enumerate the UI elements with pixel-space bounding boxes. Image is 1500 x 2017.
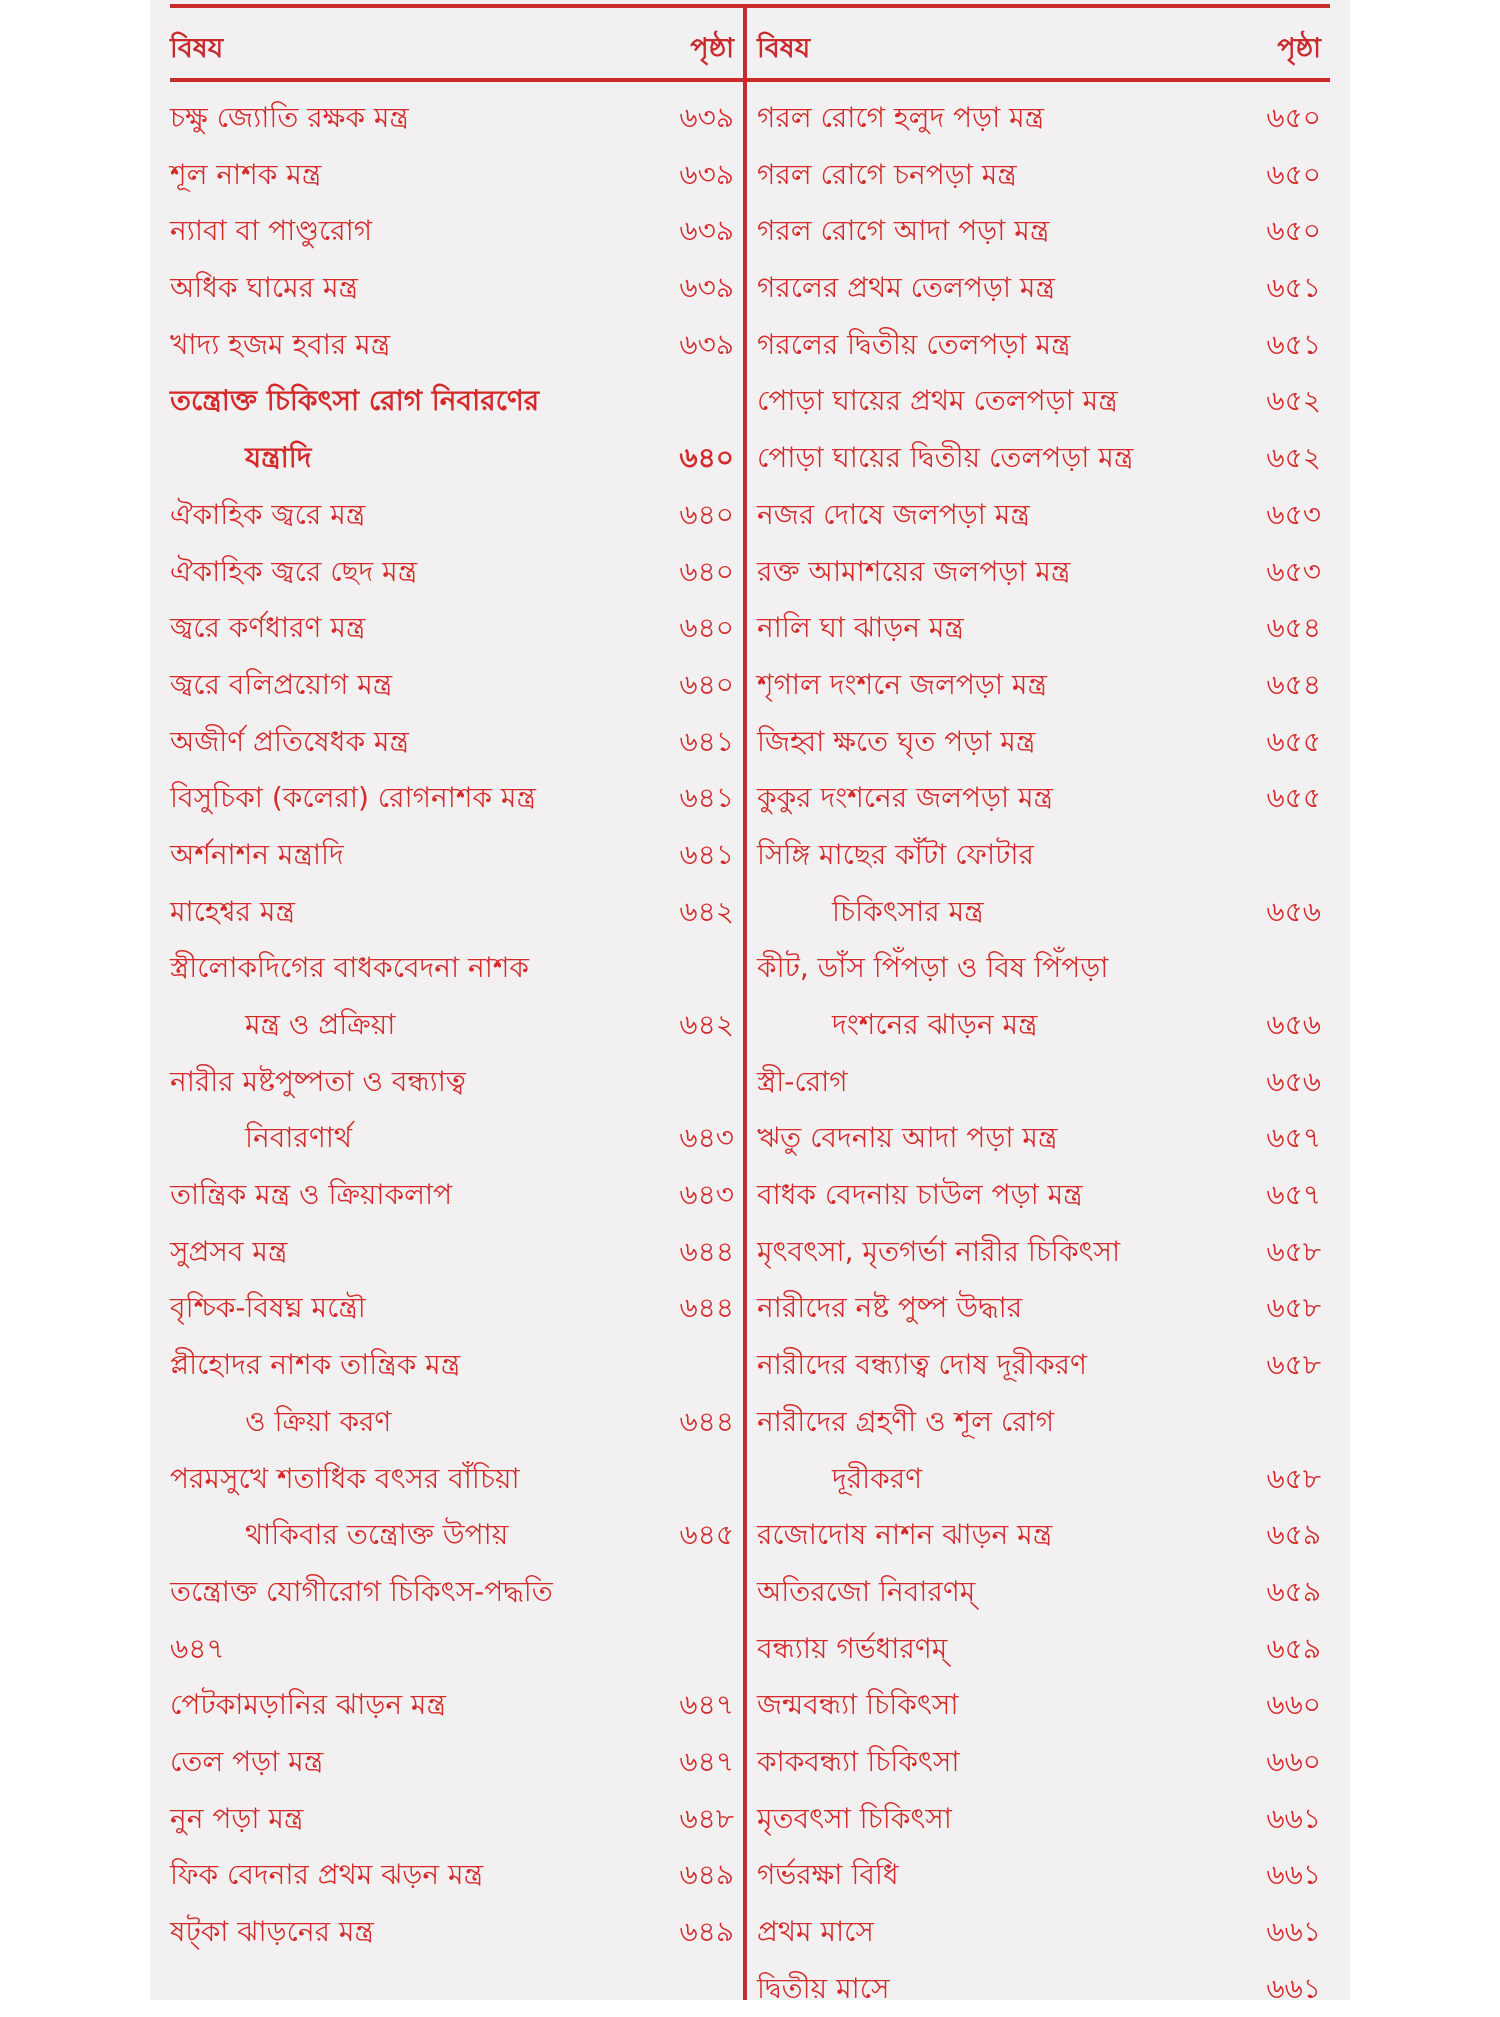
subject-header: বিষয bbox=[757, 33, 811, 64]
toc-entry bbox=[757, 90, 1327, 147]
entry-page-number: ৬৫৪ bbox=[1266, 611, 1321, 645]
toc-entry bbox=[757, 1904, 1327, 1961]
toc-entry bbox=[170, 430, 740, 487]
toc-entry bbox=[170, 90, 740, 147]
toc-entry bbox=[757, 1280, 1327, 1337]
column-divider bbox=[743, 6, 747, 2000]
toc-entry bbox=[757, 260, 1327, 317]
entry-title: পেটকামড়ানির ঝাড়ন মন্ত্র bbox=[170, 1688, 446, 1722]
entry-page-number: ৬৫৩ bbox=[1266, 554, 1321, 588]
entry-title: যন্ত্রাদি bbox=[245, 441, 312, 475]
toc-entry bbox=[170, 1791, 740, 1848]
toc-entry bbox=[170, 373, 740, 430]
toc-entry bbox=[757, 1564, 1327, 1621]
toc-entry bbox=[757, 827, 1327, 884]
entry-title: তান্ত্রিক মন্ত্র ও ক্রিয়াকলাপ bbox=[170, 1178, 453, 1212]
toc-entry bbox=[757, 657, 1327, 714]
entry-page-number: ৬৪৪ bbox=[679, 1234, 734, 1268]
entry-page-number: ৬৪৮ bbox=[679, 1801, 734, 1835]
entry-title: তন্ত্রোক্ত যোগীরোগ চিকিৎস-পদ্ধতি bbox=[170, 1574, 553, 1608]
toc-entry bbox=[170, 203, 740, 260]
entry-page-number: ৬৩৯ bbox=[679, 271, 734, 305]
entry-page-number: ৬৪২ bbox=[679, 894, 734, 928]
entry-title: রক্ত আমাশয়ের জলপড়া মন্ত্র bbox=[757, 554, 1071, 588]
entry-page-number: ৬৫৯ bbox=[1266, 1574, 1321, 1608]
entry-title: প্রথম মাসে bbox=[757, 1915, 874, 1948]
entry-title: ষট্‌কা ঝাড়নের মন্ত্র bbox=[170, 1915, 374, 1948]
entry-title: পোড়া ঘায়ের প্রথম তেলপড়া মন্ত্র bbox=[757, 384, 1118, 418]
entry-title: নুন পড়া মন্ত্র bbox=[170, 1801, 304, 1835]
entry-title: জিহ্বা ক্ষতে ঘৃত পড়া মন্ত্র bbox=[757, 724, 1036, 758]
entry-title: মৃৎবৎসা, মৃতগর্ভা নারীর চিকিৎসা bbox=[757, 1234, 1121, 1268]
entry-page-number: ৬৪৩ bbox=[679, 1178, 734, 1212]
entry-title: ও ক্রিয়া করণ bbox=[245, 1404, 392, 1438]
entry-title: শূল নাশক মন্ত্র bbox=[170, 157, 322, 191]
toc-entry bbox=[757, 147, 1327, 204]
toc-entry bbox=[170, 1564, 740, 1621]
entry-page-number: ৬৪৪ bbox=[679, 1291, 734, 1325]
toc-entry bbox=[170, 884, 740, 941]
entry-page-number: ৬৫৮ bbox=[1266, 1291, 1321, 1325]
entry-title: তেল পড়া মন্ত্র bbox=[170, 1744, 324, 1778]
entry-title: অধিক ঘামের মন্ত্র bbox=[170, 271, 358, 305]
entry-title: বিসুচিকা (কলেরা) রোগনাশক মন্ত্র bbox=[170, 781, 536, 815]
entry-page-number: ৬৬০ bbox=[1266, 1744, 1321, 1778]
toc-entry bbox=[170, 657, 740, 714]
toc-entry bbox=[170, 1280, 740, 1337]
contents-page bbox=[150, 0, 1350, 2005]
toc-entry bbox=[757, 600, 1327, 657]
entry-title: নারীর মষ্টপুষ্পতা ও বন্ধ্যাত্ব bbox=[170, 1064, 466, 1098]
entry-page-number: ৬৫০ bbox=[1266, 157, 1321, 191]
toc-entry bbox=[757, 203, 1327, 260]
toc-entry bbox=[170, 1507, 740, 1564]
entry-title: মন্ত্র ও প্রক্রিয়া bbox=[245, 1008, 396, 1041]
entry-title: দূরীকরণ bbox=[832, 1461, 923, 1495]
entry-page-number: ৬৪০ bbox=[679, 441, 734, 475]
toc-entry bbox=[757, 884, 1327, 941]
toc-entry bbox=[757, 1451, 1327, 1508]
entry-title: মৃতবৎসা চিকিৎসা bbox=[757, 1801, 952, 1835]
toc-entry bbox=[170, 1847, 740, 1904]
toc-entry bbox=[757, 1224, 1327, 1281]
entry-page-number: ৬৪১ bbox=[679, 837, 734, 871]
entry-title: চক্ষু জ্যোতি রক্ষক মন্ত্র bbox=[170, 101, 409, 134]
entry-title: গর্ভরক্ষা বিধি bbox=[757, 1858, 899, 1892]
entry-title: বন্ধ্যায় গর্ভধারণম্ bbox=[757, 1631, 948, 1665]
entry-page-number: ৬৪৫ bbox=[679, 1518, 734, 1552]
toc-entry bbox=[757, 1961, 1327, 2017]
entry-title: প্লীহোদর নাশক তান্ত্রিক মন্ত্র bbox=[170, 1348, 461, 1382]
entry-title: কুকুর দংশনের জলপড়া মন্ত্র bbox=[757, 781, 1053, 815]
entry-page-number: ৬৫৫ bbox=[1266, 724, 1321, 758]
entry-title: নজর দোষে জলপড়া মন্ত্র bbox=[757, 497, 1030, 531]
entry-title: গরলের দ্বিতীয় তেলপড়া মন্ত্র bbox=[757, 327, 1071, 361]
toc-entry bbox=[757, 1621, 1327, 1678]
entry-page-number: ৬৪৭ bbox=[679, 1688, 734, 1722]
entry-page-number: ৬৫৫ bbox=[1266, 781, 1321, 815]
entry-page-number: ৬৫০ bbox=[1266, 214, 1321, 248]
toc-entry bbox=[757, 1677, 1327, 1734]
toc-entry bbox=[757, 487, 1327, 544]
entry-page-number: ৬৪৩ bbox=[679, 1121, 734, 1155]
toc-entry bbox=[757, 1337, 1327, 1394]
entry-page-number: ৬৪৯ bbox=[679, 1915, 734, 1948]
entry-title: গরল রোগে হলুদ পড়া মন্ত্র bbox=[757, 101, 1045, 134]
toc-entry bbox=[170, 1110, 740, 1167]
toc-entry bbox=[757, 997, 1327, 1054]
entry-title: দংশনের ঝাড়ন মন্ত্র bbox=[832, 1008, 1038, 1041]
entry-page-number: ৬৪১ bbox=[679, 724, 734, 758]
toc-entry bbox=[757, 430, 1327, 487]
entry-page-number: ৬৫৬ bbox=[1266, 1008, 1321, 1041]
toc-entry bbox=[757, 373, 1327, 430]
entry-title: শৃগাল দংশনে জলপড়া মন্ত্র bbox=[757, 667, 1047, 701]
toc-entry bbox=[757, 1394, 1327, 1451]
entry-title: জ্বরে বলিপ্রয়োগ মন্ত্র bbox=[170, 667, 393, 701]
entry-page-number: ৬৫৯ bbox=[1266, 1518, 1321, 1552]
entry-title: ন্যাবা বা পাণ্ডুরোগ bbox=[170, 214, 373, 248]
toc-entry bbox=[170, 940, 740, 997]
entry-page-number: ৬৫০ bbox=[1266, 101, 1321, 134]
toc-entry bbox=[170, 714, 740, 771]
entry-title: দ্বিতীয় মাসে bbox=[757, 1971, 890, 2005]
toc-entry bbox=[170, 1677, 740, 1734]
toc-entry bbox=[757, 1847, 1327, 1904]
entry-title: রজোদোষ নাশন ঝাড়ন মন্ত্র bbox=[757, 1518, 1053, 1552]
toc-entry bbox=[170, 1167, 740, 1224]
entry-page-number: ৬৫১ bbox=[1266, 271, 1321, 305]
toc-entry bbox=[170, 1054, 740, 1111]
entry-title: বাধক বেদনায় চাউল পড়া মন্ত্র bbox=[757, 1178, 1083, 1212]
entry-title: স্ত্রীলোকদিগের বাধকবেদনা নাশক bbox=[170, 951, 529, 985]
entry-title: জন্মবন্ধ্যা চিকিৎসা bbox=[757, 1688, 959, 1722]
entry-page-number: ৬৫৭ bbox=[1266, 1121, 1321, 1155]
entry-title: বৃশ্চিক-বিষঘ্ন মন্ত্রৌ bbox=[170, 1291, 366, 1325]
entry-title: কাকবন্ধ্যা চিকিৎসা bbox=[757, 1744, 960, 1778]
entry-title: অর্শনাশন মন্ত্রাদি bbox=[170, 837, 344, 871]
toc-entry bbox=[170, 1337, 740, 1394]
entry-title: অজীর্ণ প্রতিষেধক মন্ত্র bbox=[170, 724, 409, 758]
entry-page-number: ৬৬০ bbox=[1266, 1688, 1321, 1722]
entry-page-number: ৬৩৯ bbox=[679, 214, 734, 248]
entry-page-number: ৬৪০ bbox=[679, 667, 734, 701]
entry-title: নিবারণার্থ bbox=[245, 1121, 353, 1155]
toc-entry bbox=[757, 714, 1327, 771]
entry-title: মাহেশ্বর মন্ত্র bbox=[170, 894, 295, 928]
entry-page-number: ৬৫৪ bbox=[1266, 667, 1321, 701]
entry-title: সুপ্রসব মন্ত্র bbox=[170, 1234, 288, 1268]
entry-title: চিকিৎসার মন্ত্র bbox=[832, 894, 984, 928]
toc-entry bbox=[170, 1621, 740, 1678]
toc-entry bbox=[757, 1734, 1327, 1791]
entry-title: স্ত্রী-রোগ bbox=[757, 1064, 848, 1098]
toc-entry bbox=[757, 544, 1327, 601]
left-column-header bbox=[170, 18, 740, 68]
header-rule bbox=[170, 78, 1330, 82]
entry-title: নারীদের বন্ধ্যাত্ব দোষ দূরীকরণ bbox=[757, 1348, 1087, 1382]
entry-page-number: ৬৬১ bbox=[1266, 1915, 1321, 1948]
toc-entry bbox=[757, 1507, 1327, 1564]
entry-page-number: ৬৩৯ bbox=[679, 157, 734, 191]
page-header: পৃষ্ঠা bbox=[690, 33, 734, 64]
entry-title: অতিরজো নিবারণম্ bbox=[757, 1574, 976, 1608]
entry-title: গরলের প্রথম তেলপড়া মন্ত্র bbox=[757, 271, 1055, 305]
toc-entry bbox=[170, 260, 740, 317]
entry-title: নালি ঘা ঝাড়ন মন্ত্র bbox=[757, 611, 964, 645]
entry-page-number: ৬৪০ bbox=[679, 497, 734, 531]
entry-title: তন্ত্রোক্ত চিকিৎসা রোগ নিবারণের bbox=[170, 384, 540, 418]
entry-page-number: ৬৫৮ bbox=[1266, 1348, 1321, 1382]
entry-page-number: ৬৩৯ bbox=[679, 327, 734, 361]
entry-title: ঐকাহিক জ্বরে মন্ত্র bbox=[170, 497, 366, 531]
toc-entry bbox=[757, 770, 1327, 827]
toc-entry bbox=[170, 1734, 740, 1791]
entry-page-number: ৬৪২ bbox=[679, 1008, 734, 1041]
right-entries bbox=[757, 90, 1327, 2017]
entry-page-number: ৬৪১ bbox=[679, 781, 734, 815]
toc-entry bbox=[757, 940, 1327, 997]
entry-title: নারীদের নষ্ট পুষ্প উদ্ধার bbox=[757, 1291, 1023, 1325]
left-entries bbox=[170, 90, 740, 1961]
entry-title: খাদ্য হজম হবার মন্ত্র bbox=[170, 327, 391, 361]
toc-entry bbox=[170, 147, 740, 204]
entry-title: সিঙ্গি মাছের কাঁটা ফোটার bbox=[757, 837, 1034, 871]
entry-page-number: ৬৪৯ bbox=[679, 1858, 734, 1892]
entry-page-number: ৬৫৮ bbox=[1266, 1461, 1321, 1495]
entry-page-number: ৬৬১ bbox=[1266, 1971, 1321, 2005]
entry-title: গরল রোগে আদা পড়া মন্ত্র bbox=[757, 214, 1050, 248]
entry-page-number: ৬৫১ bbox=[1266, 327, 1321, 361]
toc-entry bbox=[757, 1054, 1327, 1111]
toc-entry bbox=[170, 600, 740, 657]
page-header: পৃষ্ঠা bbox=[1277, 33, 1321, 64]
entry-page-number: ৬৫২ bbox=[1266, 441, 1321, 475]
toc-entry bbox=[170, 1451, 740, 1508]
entry-page-number: ৬৫৮ bbox=[1266, 1234, 1321, 1268]
entry-title: নারীদের গ্রহণী ও শূল রোগ bbox=[757, 1404, 1055, 1438]
top-rule bbox=[170, 4, 1330, 8]
entry-title: ঐকাহিক জ্বরে ছেদ মন্ত্র bbox=[170, 554, 418, 588]
entry-title: জ্বরে কর্ণধারণ মন্ত্র bbox=[170, 611, 366, 645]
toc-entry bbox=[757, 1110, 1327, 1167]
entry-page-number: ৬৫৯ bbox=[1266, 1631, 1321, 1665]
entry-page-number: ৬৫৬ bbox=[1266, 1064, 1321, 1098]
toc-entry bbox=[170, 1904, 740, 1961]
entry-title: ৬৪৭ bbox=[170, 1631, 225, 1665]
toc-entry bbox=[170, 317, 740, 374]
entry-page-number: ৬৫৩ bbox=[1266, 497, 1321, 531]
right-column-header bbox=[757, 18, 1327, 68]
entry-page-number: ৬৫২ bbox=[1266, 384, 1321, 418]
entry-page-number: ৬৬১ bbox=[1266, 1858, 1321, 1892]
entry-page-number: ৬৪৪ bbox=[679, 1404, 734, 1438]
entry-title: গরল রোগে চনপড়া মন্ত্র bbox=[757, 157, 1017, 191]
entry-page-number: ৬৪০ bbox=[679, 554, 734, 588]
subject-header: বিষয bbox=[170, 33, 224, 64]
toc-entry bbox=[170, 1224, 740, 1281]
toc-entry bbox=[757, 317, 1327, 374]
toc-entry bbox=[170, 544, 740, 601]
entry-page-number: ৬৫৬ bbox=[1266, 894, 1321, 928]
toc-entry bbox=[757, 1167, 1327, 1224]
toc-entry bbox=[170, 997, 740, 1054]
entry-page-number: ৬৬১ bbox=[1266, 1801, 1321, 1835]
entry-page-number: ৬৪৭ bbox=[679, 1744, 734, 1778]
toc-entry bbox=[170, 770, 740, 827]
entry-title: ঋতু বেদনায় আদা পড়া মন্ত্র bbox=[757, 1121, 1058, 1155]
toc-entry bbox=[170, 1394, 740, 1451]
entry-title: থাকিবার তন্ত্রোক্ত উপায় bbox=[245, 1518, 509, 1552]
entry-page-number: ৬৫৭ bbox=[1266, 1178, 1321, 1212]
entry-title: পরমসুখে শতাধিক বৎসর বাঁচিয়া bbox=[170, 1461, 520, 1495]
entry-page-number: ৬৩৯ bbox=[679, 101, 734, 134]
toc-entry bbox=[170, 827, 740, 884]
entry-title: ফিক বেদনার প্রথম ঝড়ন মন্ত্র bbox=[170, 1858, 484, 1892]
entry-title: পোড়া ঘায়ের দ্বিতীয় তেলপড়া মন্ত্র bbox=[757, 441, 1134, 475]
toc-entry bbox=[170, 487, 740, 544]
entry-title: কীট, ডাঁস পিঁপড়া ও বিষ পিঁপড়া bbox=[757, 951, 1109, 985]
toc-entry bbox=[757, 1791, 1327, 1848]
entry-page-number: ৬৪০ bbox=[679, 611, 734, 645]
